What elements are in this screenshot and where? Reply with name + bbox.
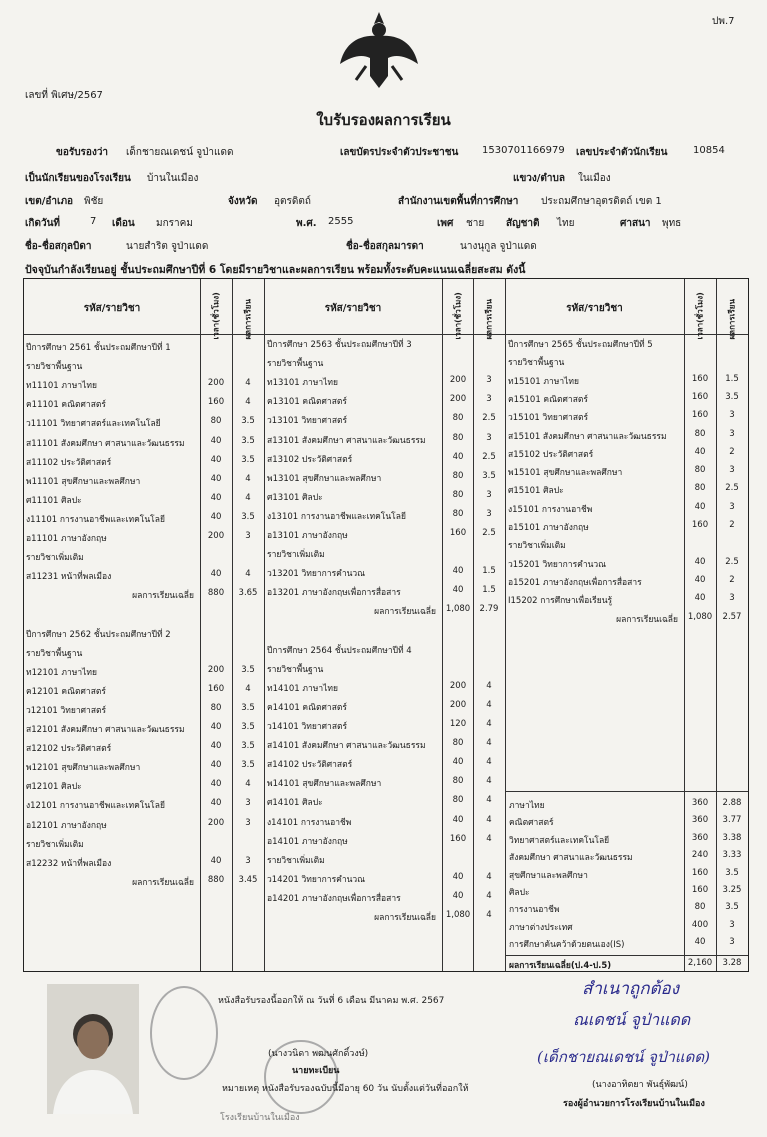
- hours-value: 40: [452, 585, 464, 596]
- subject-name: ส11101 สังคมศึกษา ศาสนาและวัฒนธรรม: [26, 438, 185, 449]
- registrar-role: นายทะเบียน: [292, 1066, 340, 1076]
- summary-subject: ภาษาไทย: [509, 801, 545, 811]
- hours-value: 40: [210, 435, 222, 446]
- grade-value: 2.5: [725, 483, 739, 494]
- hours-value: 80: [452, 776, 464, 787]
- grade-value: 2.57: [722, 611, 742, 622]
- hours-value: 200: [449, 394, 467, 405]
- hours-value: 80: [452, 508, 464, 519]
- hours-value: 160: [449, 528, 467, 538]
- grade-value: 4: [245, 779, 251, 790]
- grade-value: 4: [486, 757, 492, 768]
- grade-value: 4: [245, 397, 251, 408]
- director-role: รองผู้อำนวยการโรงเรียนบ้านในเมือง: [563, 1099, 705, 1109]
- garuda-emblem-icon: [336, 6, 422, 92]
- header-hours: เวลา(ชั่วโมง): [695, 292, 705, 340]
- grade-value: 4: [486, 871, 492, 882]
- section-heading: รายวิชาพื้นฐาน: [267, 359, 324, 370]
- section-heading: รายวิชาเพิ่มเติม: [267, 855, 325, 866]
- info-label: ชื่อ-ชื่อสกุลมารดา: [346, 241, 424, 252]
- subject-name: ศ11101 ศิลปะ: [26, 495, 82, 506]
- avg-label: ผลการเรียนเฉลี่ย: [132, 591, 194, 602]
- nationality: ไทย: [557, 218, 575, 229]
- subject-name: อ14101 ภาษาอังกฤษ: [267, 836, 348, 847]
- grade-value: 1.5: [725, 373, 739, 384]
- section-heading: รายวิชาเพิ่มเติม: [26, 839, 84, 850]
- section-heading: ปีการศึกษา 2564 ชั้นประถมศึกษาปีที่ 4: [267, 645, 412, 656]
- summary-subject: การศึกษาค้นคว้าด้วยตนเอง(IS): [509, 940, 625, 951]
- subject-name: อ15101 ภาษาอังกฤษ: [508, 523, 589, 533]
- hours-value: 80: [210, 702, 222, 713]
- subject-name: ส11102 ประวัติศาสตร์: [26, 457, 112, 468]
- hours-value: 40: [210, 473, 222, 484]
- grade-value: 3: [245, 531, 251, 541]
- hours-value: 200: [207, 378, 225, 389]
- hours-value: 40: [210, 798, 222, 809]
- grades-table: [23, 278, 749, 972]
- subject-name: ง15101 การงานอาชีพ: [508, 504, 593, 515]
- grade-value: 2: [729, 446, 735, 457]
- grade-value: 2: [729, 574, 735, 585]
- subject-name: ส12101 สังคมศึกษา ศาสนาและวัฒนธรรม: [26, 725, 185, 735]
- subject-name: อ15201 ภาษาอังกฤษเพื่อการสื่อสาร: [508, 577, 642, 588]
- info-label: สัญชาติ: [506, 218, 540, 229]
- school-seal-icon: [150, 986, 218, 1080]
- hours-value: 880: [207, 588, 225, 599]
- hours-value: 40: [210, 779, 222, 790]
- hours-value: 200: [207, 664, 225, 675]
- grade-value: 3.5: [241, 416, 255, 427]
- grade-value: 3.5: [241, 741, 255, 752]
- grade-value: 3.65: [238, 588, 258, 599]
- info-label: จังหวัด: [228, 196, 258, 207]
- summary-grade: 3.5: [725, 902, 739, 913]
- subject-name: ส15101 สังคมศึกษา ศาสนาและวัฒนธรรม: [508, 431, 667, 442]
- info-label: สำนักงานเขตพื้นที่การศึกษา: [398, 196, 519, 207]
- section-heading: รายวิชาพื้นฐาน: [267, 664, 324, 675]
- subject-name: ว13101 วิทยาศาสตร์: [267, 416, 348, 427]
- info-label: ศาสนา: [620, 218, 651, 229]
- summary-subject: วิทยาศาสตร์และเทคโนโลยี: [509, 835, 610, 846]
- subject-name: พ12101 สุขศึกษาและพลศึกษา: [26, 763, 141, 774]
- hours-value: 160: [691, 391, 709, 402]
- grade-value: 3: [486, 508, 492, 519]
- grade-value: 4: [486, 833, 492, 844]
- avg-label: ผลการเรียนเฉลี่ย: [374, 607, 436, 618]
- info-label: เพศ: [437, 218, 454, 229]
- grade-value: 4: [486, 680, 492, 691]
- grade-value: 4: [245, 569, 251, 580]
- hours-value: 80: [452, 738, 464, 749]
- handwritten-full-name: (เด็กชายณเดชน์ จูป่าแดด): [537, 1048, 710, 1066]
- summary-grade: 3.38: [722, 832, 742, 843]
- info-label: เลขประจำตัวนักเรียน: [576, 147, 668, 158]
- hours-value: 40: [694, 593, 706, 604]
- subject-name: ส14102 ประวัติศาสตร์: [267, 760, 353, 771]
- education-area: ประถมศึกษาอุตรดิตถ์ เขต 1: [541, 196, 662, 207]
- subject-name: ค14101 คณิตศาสตร์: [267, 702, 347, 713]
- grade-value: 3: [245, 855, 251, 866]
- hours-value: 40: [210, 569, 222, 580]
- subject-name: พ13101 สุขศึกษาและพลศึกษา: [267, 473, 382, 484]
- hours-value: 40: [210, 760, 222, 771]
- grade-value: 3.5: [725, 391, 739, 402]
- hours-value: 200: [449, 375, 467, 386]
- handwritten-name: ณเดชน์ จูป่าแดด: [573, 1010, 691, 1029]
- section-heading: ปีการศึกษา 2561 ชั้นประถมศึกษาปีที่ 1: [26, 343, 171, 353]
- avg-label: ผลการเรียนเฉลี่ย: [132, 877, 194, 888]
- hours-value: 200: [207, 817, 225, 828]
- birth-month: มกราคม: [156, 218, 193, 229]
- grade-value: 4: [486, 699, 492, 710]
- hours-value: 160: [691, 520, 709, 530]
- summary-grade: 2.88: [722, 798, 742, 808]
- summary-hours: 360: [691, 798, 709, 808]
- info-label: เดือน: [112, 218, 135, 229]
- subject-name: พ11101 สุขศึกษาและพลศึกษา: [26, 476, 141, 487]
- hours-value: 80: [452, 413, 464, 424]
- hours-value: 40: [210, 454, 222, 465]
- summary-grade: 3.33: [722, 850, 742, 861]
- summary-subject: การงานอาชีพ: [509, 905, 560, 916]
- hours-value: 40: [210, 741, 222, 752]
- subject-name: ว14201 วิทยาการคำนวณ: [267, 874, 366, 885]
- summary-hours: 240: [691, 850, 709, 861]
- hours-value: 40: [210, 722, 222, 732]
- summary-grade: 3: [729, 937, 735, 948]
- summary-subject: ภาษาต่างประเทศ: [509, 922, 573, 933]
- info-label: เกิดวันที่: [25, 218, 61, 229]
- grade-value: 3.5: [241, 760, 255, 771]
- hours-value: 80: [452, 795, 464, 806]
- issue-date: หนังสือรับรองนี้ออกให้ ณ วันที่ 6 เดือน มีนาคม พ.ศ. 2567: [218, 996, 445, 1006]
- school-name: บ้านในเมือง: [147, 173, 199, 184]
- subject-name: ว15101 วิทยาศาสตร์: [508, 413, 589, 424]
- hours-value: 40: [452, 451, 464, 462]
- hours-value: 120: [449, 719, 467, 729]
- grade-value: 2.5: [482, 451, 496, 462]
- section-heading: ปีการศึกษา 2565 ชั้นประถมศึกษาปีที่ 5: [508, 340, 653, 350]
- handwritten-certify: สำเนาถูกต้อง: [582, 979, 680, 999]
- subject-name: ท12101 ภาษาไทย: [26, 667, 97, 678]
- hours-value: 160: [449, 833, 467, 844]
- hours-value: 160: [207, 683, 225, 694]
- section-heading: ปีการศึกษา 2562 ชั้นประถมศึกษาปีที่ 2: [26, 629, 171, 640]
- birth-day: 7: [90, 216, 97, 227]
- subject-name: ส11231 หน้าที่พลเมือง: [26, 572, 112, 583]
- subject-name: ง11101 การงานอาชีพและเทคโนโลยี: [26, 514, 165, 525]
- subject-name: ค12101 คณิตศาสตร์: [26, 686, 106, 697]
- summary-hours: 40: [694, 937, 706, 948]
- hours-value: 160: [691, 373, 709, 384]
- hours-value: 80: [694, 465, 706, 476]
- summary-subject: สุขศึกษาและพลศึกษา: [509, 870, 588, 881]
- grade-value: 3.5: [482, 470, 496, 481]
- summary-hours: 160: [691, 885, 709, 895]
- document-number: เลขที่ พิเศษ/2567: [25, 90, 103, 101]
- header-subject: รหัส/รายวิชา: [83, 303, 141, 314]
- hours-value: 160: [691, 410, 709, 421]
- subject-name: ส12232 หน้าที่พลเมือง: [26, 858, 112, 869]
- subject-name: I15202 การศึกษาเพื่อเรียนรู้: [508, 596, 613, 607]
- grade-value: 3: [486, 432, 492, 443]
- header-grade: ผลการเรียน: [727, 299, 737, 340]
- id-card-number: 1530701166979: [482, 145, 565, 156]
- hours-value: 160: [207, 397, 225, 408]
- info-label: เขต/อำเภอ: [25, 196, 74, 207]
- province: อุตรดิตถ์: [274, 196, 311, 207]
- grade-value: 3.5: [241, 702, 255, 713]
- grade-value: 4: [486, 890, 492, 901]
- hours-value: 80: [452, 489, 464, 500]
- form-code: ปพ.7: [712, 16, 735, 27]
- grade-value: 4: [245, 492, 251, 503]
- subject-name: พ15101 สุขศึกษาและพลศึกษา: [508, 468, 623, 479]
- hours-value: 40: [694, 446, 706, 457]
- summary-grade: 3.5: [725, 867, 739, 878]
- hours-value: 200: [449, 699, 467, 710]
- hours-value: 40: [694, 556, 706, 567]
- hours-value: 40: [452, 566, 464, 577]
- grade-value: 3: [486, 489, 492, 500]
- hours-value: 80: [694, 483, 706, 494]
- student-photo: [47, 984, 139, 1114]
- subject-name: อ13101 ภาษาอังกฤษ: [267, 531, 348, 541]
- summary-hours: 360: [691, 815, 709, 826]
- grade-value: 3: [729, 501, 735, 512]
- grade-value: 2.79: [479, 604, 499, 615]
- subject-name: อ11101 ภาษาอังกฤษ: [26, 534, 107, 544]
- hours-value: 80: [694, 428, 706, 439]
- hours-value: 40: [210, 855, 222, 866]
- birth-year: 2555: [328, 216, 354, 227]
- subject-name: ส13102 ประวัติศาสตร์: [267, 454, 353, 465]
- grade-value: 3: [729, 428, 735, 439]
- section-heading: รายวิชาพื้นฐาน: [26, 362, 83, 373]
- summary-total-label: ผลการเรียนเฉลี่ย(ป.4-ป.5): [509, 961, 612, 971]
- subject-name: ค13101 คณิตศาสตร์: [267, 397, 347, 408]
- header-hours: เวลา(ชั่วโมง): [453, 292, 463, 340]
- header-subject: รหัส/รายวิชา: [566, 303, 623, 314]
- summary-subject: คณิตศาสตร์: [509, 818, 554, 829]
- subject-name: ส14101 สังคมศึกษา ศาสนาและวัฒนธรรม: [267, 741, 426, 752]
- subject-name: อ14201 ภาษาอังกฤษเพื่อการสื่อสาร: [267, 893, 401, 904]
- subject-name: อ13201 ภาษาอังกฤษเพื่อการสื่อสาร: [267, 588, 401, 599]
- summary-subject: ศิลปะ: [509, 888, 530, 898]
- current-study-line: ปัจจุบันกำลังเรียนอยู่ ชั้นประถมศึกษาปีที่ 6 โดยมีรายวิชาและผลการเรียน พร้อมทั้งระดับคะแนนเฉลี่ยสะสม ดังนี้: [25, 264, 526, 276]
- subject-name: ศ13101 ศิลปะ: [267, 492, 323, 503]
- summary-total-grade: 3.28: [722, 958, 742, 968]
- hours-value: 40: [210, 511, 222, 522]
- grade-value: 3.5: [241, 664, 255, 675]
- grade-value: 3.45: [238, 874, 258, 885]
- summary-hours: 160: [691, 867, 709, 878]
- section-heading: รายวิชาเพิ่มเติม: [26, 553, 84, 564]
- hours-value: 40: [452, 871, 464, 882]
- grade-value: 3: [486, 394, 492, 405]
- subdistrict: ในเมือง: [578, 173, 611, 184]
- section-heading: รายวิชาเพิ่มเติม: [267, 550, 325, 561]
- subject-name: ส12102 ประวัติศาสตร์: [26, 744, 112, 755]
- hours-value: 880: [207, 874, 225, 885]
- registrar-name: (นางวนิดา พฒนศักดิ์วงษ์): [268, 1049, 369, 1059]
- subject-name: ศ14101 ศิลปะ: [267, 798, 323, 809]
- hours-value: 1,080: [445, 604, 471, 615]
- grade-value: 4: [486, 910, 492, 920]
- grade-value: 3.5: [241, 435, 255, 446]
- grade-value: 3.5: [241, 511, 255, 522]
- summary-hours: 400: [691, 919, 709, 930]
- grade-value: 3: [245, 817, 251, 828]
- summary-total-hours: 2,160: [687, 958, 713, 968]
- subject-name: ศ12101 ศิลปะ: [26, 782, 82, 793]
- grade-value: 3: [245, 798, 251, 809]
- section-heading: รายวิชาพื้นฐาน: [26, 648, 83, 659]
- student-number: 10854: [693, 145, 725, 156]
- info-label: แขวง/ตำบล: [513, 173, 566, 184]
- header-subject: รหัส/รายวิชา: [324, 303, 382, 314]
- grade-value: 1.5: [482, 585, 496, 596]
- subject-name: ค11101 คณิตศาสตร์: [26, 400, 106, 411]
- header-grade: ผลการเรียน: [243, 299, 253, 340]
- section-heading: รายวิชาพื้นฐาน: [508, 358, 565, 369]
- hours-value: 80: [210, 416, 222, 427]
- info-label: ชื่อ-ชื่อสกุลบิดา: [25, 241, 92, 252]
- subject-name: ศ15101 ศิลปะ: [508, 486, 564, 497]
- grade-value: 1.5: [482, 566, 496, 577]
- father-name: นายสำริต จูป่าแดด: [126, 241, 209, 252]
- section-heading: รายวิชาเพิ่มเติม: [508, 541, 566, 552]
- info-label: ขอรับรองว่า: [56, 147, 109, 158]
- grade-value: 2: [729, 520, 735, 530]
- info-label: เลขบัตรประจำตัวประชาชน: [340, 147, 459, 158]
- grade-value: 4: [486, 814, 492, 825]
- subject-name: ท13101 ภาษาไทย: [267, 378, 338, 389]
- hours-value: 200: [207, 531, 225, 541]
- hours-value: 1,080: [445, 910, 471, 920]
- header-grade: ผลการเรียน: [484, 299, 494, 340]
- grade-value: 3: [729, 465, 735, 476]
- gender: ชาย: [466, 218, 485, 229]
- grade-value: 4: [486, 795, 492, 806]
- hours-value: 80: [452, 470, 464, 481]
- summary-grade: 3.77: [722, 815, 742, 826]
- summary-grade: 3: [729, 919, 735, 930]
- summary-hours: 360: [691, 832, 709, 843]
- subject-name: อ12101 ภาษาอังกฤษ: [26, 820, 107, 831]
- summary-hours: 80: [694, 902, 706, 913]
- grade-value: 4: [245, 473, 251, 484]
- section-heading: ปีการศึกษา 2563 ชั้นประถมศึกษาปีที่ 3: [267, 340, 412, 350]
- grade-value: 3.5: [241, 722, 255, 732]
- grade-value: 4: [486, 776, 492, 787]
- grade-value: 2.5: [482, 528, 496, 538]
- hours-value: 40: [452, 757, 464, 768]
- student-name: เด็กชายณเดชน์ จูป่าแดด: [126, 147, 234, 158]
- subject-name: พ14101 สุขศึกษาและพลศึกษา: [267, 779, 382, 790]
- hours-value: 200: [449, 680, 467, 691]
- subject-name: ว14101 วิทยาศาสตร์: [267, 722, 348, 732]
- subject-name: ว11101 วิทยาศาสตร์และเทคโนโลยี: [26, 419, 161, 430]
- avg-label: ผลการเรียนเฉลี่ย: [616, 614, 678, 625]
- page-title: ใบรับรองผลการเรียน: [316, 111, 451, 129]
- grade-value: 3: [729, 410, 735, 421]
- subject-name: ว13201 วิทยาการคำนวณ: [267, 569, 366, 580]
- subject-name: ท14101 ภาษาไทย: [267, 683, 338, 694]
- hours-value: 40: [210, 492, 222, 503]
- hours-value: 40: [694, 574, 706, 585]
- subject-name: ท11101 ภาษาไทย: [26, 381, 97, 392]
- religion: พุทธ: [662, 218, 682, 229]
- subject-name: ง13101 การงานอาชีพและเทคโนโลยี: [267, 511, 406, 522]
- hours-value: 1,080: [687, 611, 713, 622]
- subject-name: ง14101 การงานอาชีพ: [267, 817, 352, 828]
- subject-name: ท15101 ภาษาไทย: [508, 376, 579, 387]
- hours-value: 40: [694, 501, 706, 512]
- info-label: พ.ศ.: [296, 218, 317, 229]
- subject-name: ส13101 สังคมศึกษา ศาสนาและวัฒนธรรม: [267, 435, 426, 446]
- grade-value: 3: [486, 375, 492, 386]
- grade-value: 4: [245, 378, 251, 389]
- subject-name: ค15101 คณิตศาสตร์: [508, 394, 588, 405]
- subject-name: ส15102 ประวัติศาสตร์: [508, 449, 594, 460]
- director-name: (นางอาทิตยา พันธุ์พัฒน์): [592, 1080, 688, 1090]
- grade-value: 4: [245, 683, 251, 694]
- grade-value: 4: [486, 719, 492, 729]
- grade-value: 2.5: [482, 413, 496, 424]
- grade-value: 4: [486, 738, 492, 749]
- summary-grade: 3.25: [722, 885, 742, 895]
- hours-value: 40: [452, 814, 464, 825]
- grade-value: 3: [729, 593, 735, 604]
- summary-subject: สังคมศึกษา ศาสนาและวัฒนธรรม: [509, 853, 633, 864]
- seal-text: โรงเรียนบ้านในเมือง: [220, 1113, 300, 1123]
- subject-name: ว15201 วิทยาการคำนวณ: [508, 559, 607, 570]
- subject-name: ว12101 วิทยาศาสตร์: [26, 705, 107, 716]
- header-hours: เวลา(ชั่วโมง): [211, 292, 221, 340]
- district: พิชัย: [84, 196, 104, 207]
- grade-value: 3.5: [241, 454, 255, 465]
- hours-value: 80: [452, 432, 464, 443]
- mother-name: นางนุกูล จูป่าแดด: [460, 241, 537, 252]
- hours-value: 40: [452, 890, 464, 901]
- info-label: เป็นนักเรียนของโรงเรียน: [25, 173, 131, 184]
- subject-name: ง12101 การงานอาชีพและเทคโนโลยี: [26, 801, 165, 812]
- validity-note: หมายเหตุ หนังสือรับรองฉบับนี้มีอายุ 60 วัน นับตั้งแต่วันที่ออกให้: [222, 1084, 469, 1094]
- grade-value: 2.5: [725, 556, 739, 567]
- avg-label: ผลการเรียนเฉลี่ย: [374, 913, 436, 923]
